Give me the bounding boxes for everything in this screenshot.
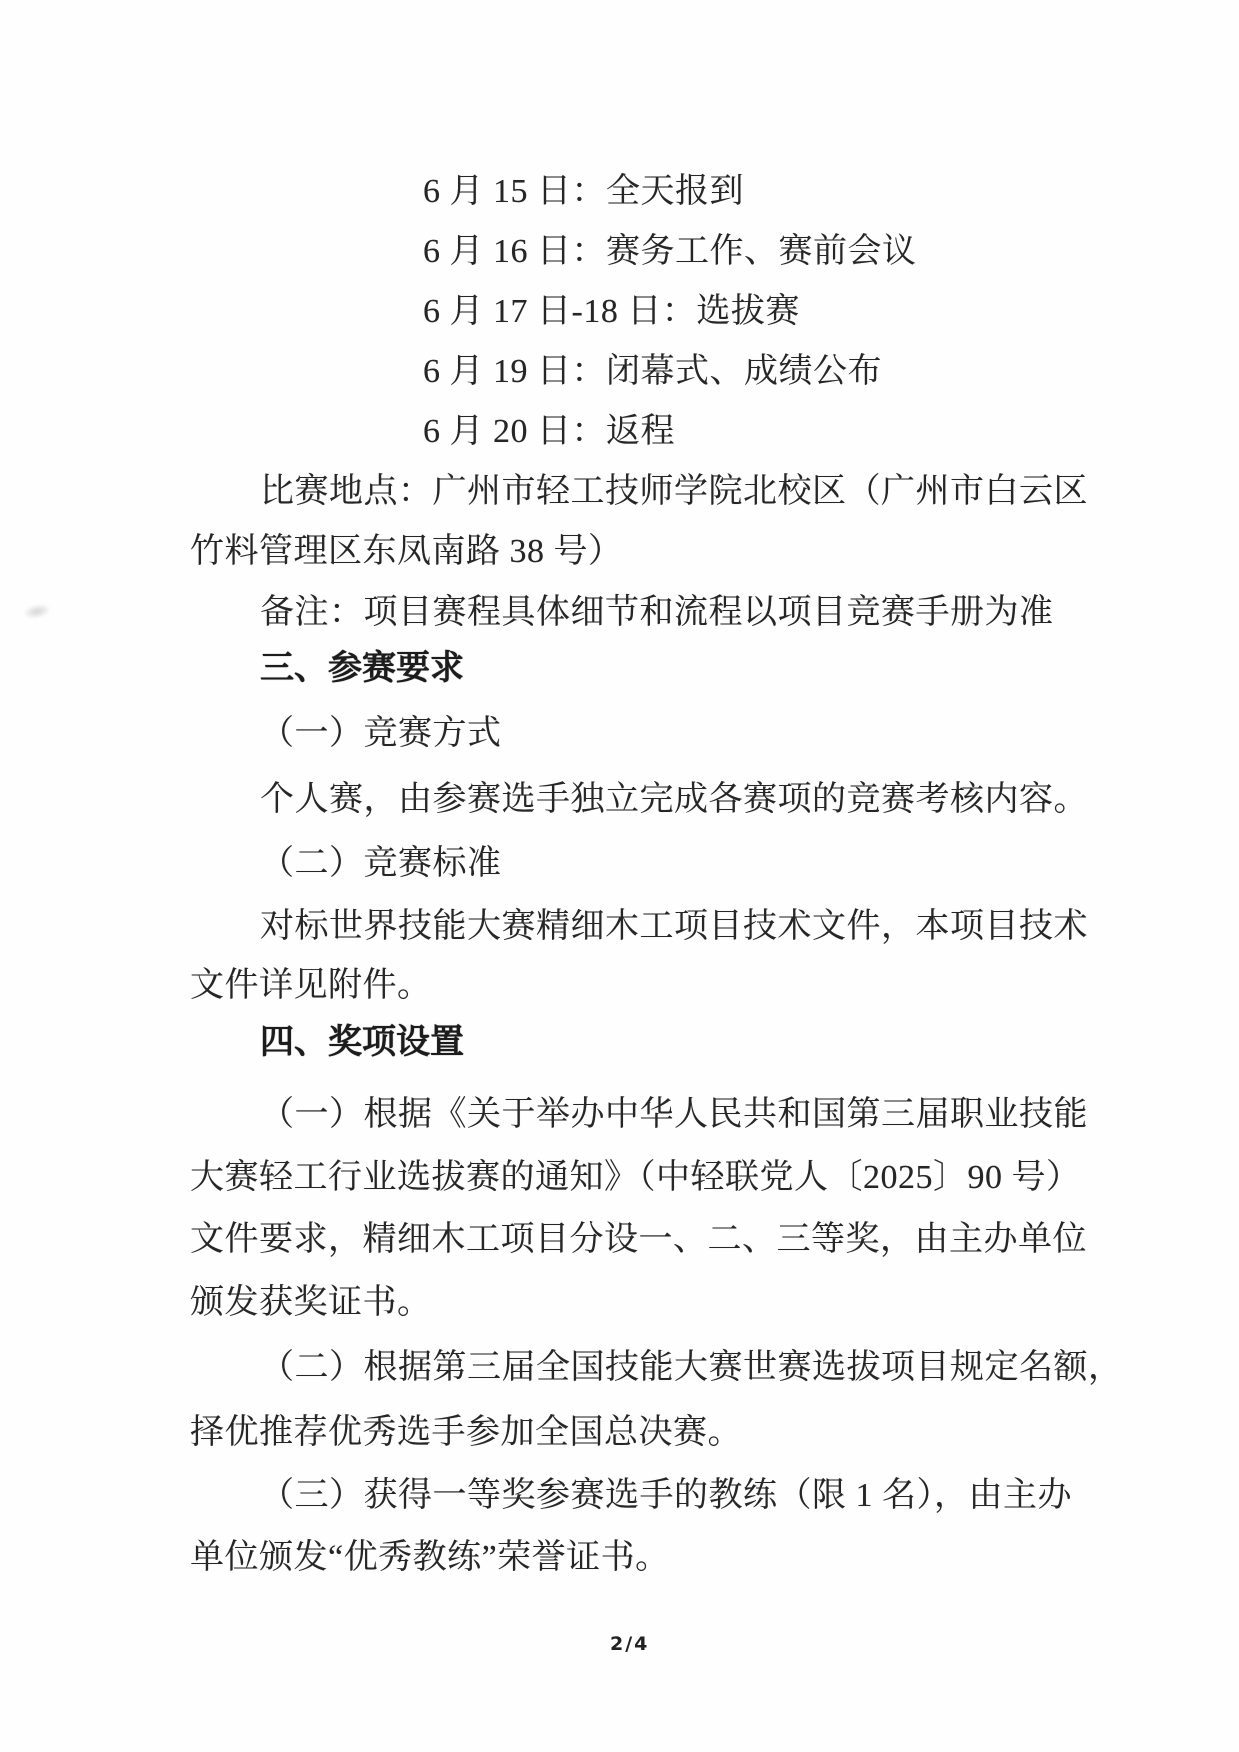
section-4-item-1-line-3: 文件要求，精细木工项目分设一、二、三等奖，由主办单位: [190, 1221, 1087, 1258]
location-line-2: 竹料管理区东凤南路 38 号）: [190, 533, 623, 570]
location-line-1: 比赛地点：广州市轻工技师学院北校区（广州市白云区: [260, 473, 1088, 510]
schedule-line-3: 6 月 17 日-18 日：选拔赛: [423, 293, 800, 330]
note-line: 备注：项目赛程具体细节和流程以项目竞赛手册为准: [260, 594, 1054, 631]
section-4-item-3-line-1: （三）获得一等奖参赛选手的教练（限 1 名），由主办: [260, 1477, 1072, 1514]
schedule-line-2: 6 月 16 日：赛务工作、赛前会议: [423, 233, 917, 270]
section-4-item-2-line-2: 择优推荐优秀选手参加全国总决赛。: [190, 1414, 742, 1451]
section-4-item-2-line-1: （二）根据第三届全国技能大赛世赛选拔项目规定名额，: [260, 1349, 1123, 1386]
schedule-line-4: 6 月 19 日：闭幕式、成绩公布: [423, 353, 882, 390]
section-3-sub-2-body-line-1: 对标世界技能大赛精细木工项目技术文件，本项目技术: [260, 908, 1088, 945]
section-4-item-3-line-2: 单位颁发“优秀教练”荣誉证书。: [190, 1539, 670, 1576]
page-number: 2/4: [610, 1633, 650, 1655]
schedule-line-1: 6 月 15 日：全天报到: [423, 173, 744, 210]
section-3-sub-1-body: 个人赛，由参赛选手独立完成各赛项的竞赛考核内容。: [260, 781, 1088, 818]
section-4-item-1-line-4: 颁发获奖证书。: [190, 1284, 432, 1321]
section-4-item-1-line-1: （一）根据《关于举办中华人民共和国第三届职业技能: [260, 1096, 1088, 1133]
section-4-item-1-line-2: 大赛轻工行业选拔赛的通知》（中轻联党人〔2025〕90 号）: [190, 1159, 1081, 1196]
schedule-line-5: 6 月 20 日：返程: [423, 413, 675, 450]
section-3-sub-2-body-line-2: 文件详见附件。: [190, 967, 432, 1004]
section-3-sub-2-heading: （二）竞赛标准: [260, 845, 502, 882]
section-4-heading: 四、奖项设置: [260, 1024, 464, 1061]
scan-smudge: [23, 602, 51, 620]
section-3-heading: 三、参赛要求: [260, 650, 464, 687]
section-3-sub-1-heading: （一）竞赛方式: [260, 715, 502, 752]
